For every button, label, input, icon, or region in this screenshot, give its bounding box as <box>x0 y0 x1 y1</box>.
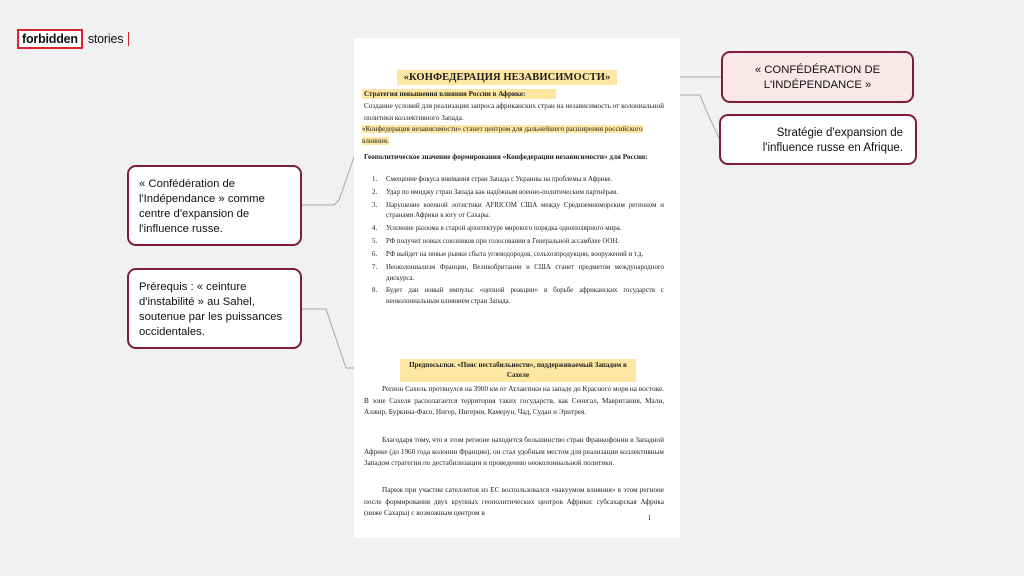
connector-center <box>302 134 362 205</box>
list-number: 3. <box>372 201 378 209</box>
sahel-paragraph-1: Регион Сахель протянулся на 3900 км от Атлантики на западе до Красного моря на востоке. В зоне Сахеля располагается территория таких государств, как Сенегал, Мавритания, Мали, Алжир, Буркина-Фасо, Нигер, Нигерия, Камерун, Чад, Судан и Эритрея. <box>364 385 664 417</box>
list-text: РФ получит новых союзников при голосовании в Генеральной ассамблее ООН. <box>386 238 620 246</box>
list-number: 4. <box>372 225 378 233</box>
list-number: 5. <box>372 238 378 246</box>
logo-wordmark-boxed: forbidden <box>17 29 83 49</box>
intro-highlight <box>362 124 664 147</box>
callout-confederation-title: « CONFÉDÉRATION DE L'INDÉPENDANCE » <box>721 51 914 103</box>
callout-strategy: Stratégie d'expansion de l'influence russe en Afrique. <box>719 114 917 165</box>
document-subtitle: Стратегия повышения влияния России в Африке: <box>362 89 556 99</box>
sahel-paragraph-3: Париж при участии сателлитов из ЕС воспользовался «вакуумом влияния» в этом регионе после формирования двух крупных геополитических центров Африки: субсахарская Африка (ниже Сахары) с возможным центром в <box>364 486 664 518</box>
list-item <box>364 263 664 284</box>
list-text: Смещение фокуса внимания стран Запада с Украины на проблемы в Африке. <box>386 176 613 183</box>
sahel-paragraph-2: Благодаря тому, что в этом регионе находится большинство стран Франкофонии в Западной Африке (до 1960 года колонии Франции), он стал удобным местом для реализации коллективным Западом стратегии по дестабилизации и проведению неоколониальной политики. <box>364 436 664 468</box>
list-item <box>364 188 664 199</box>
list-number: 1. <box>372 176 378 183</box>
list-text: Усиление разлома в старой архитектуре мирового порядка однополярного мира. <box>386 225 622 233</box>
list-item <box>364 201 664 222</box>
document-page <box>354 38 680 538</box>
list-item <box>364 237 664 248</box>
list-text: РФ выйдет на новые рынки сбыта углеводородов, сельхозпродукции, вооружений и т.д. <box>386 251 644 259</box>
list-text: Удар по имиджу стран Запада как надёжным военно-политическим партнёрам. <box>386 188 619 196</box>
callout-prerequisite: Prérequis : « ceinture d'instabilité » au Sahel, soutenue par les puissances occidentales. <box>127 268 302 349</box>
geopolitical-heading: Геополитическое значение формирования «Конфедерации независимости» для России: <box>364 153 648 161</box>
list-number: 7. <box>372 263 378 271</box>
intro-paragraph: Создание условий для реализации запроса африканских стран на независимость от колониальной политики коллективного Запада. <box>364 102 664 122</box>
sahel-heading: Предпосылки. «Пояс нестабильности», поддерживаемый Западом в Сахеле <box>400 359 636 382</box>
document-title: «КОНФЕДЕРАЦИЯ НЕЗАВИСИМОСТИ» <box>397 70 617 85</box>
list-item <box>364 175 664 186</box>
list-text: Неоколониализм Франции, Великобритании и США станет предметом международного дискурса. <box>386 263 664 282</box>
logo-wordmark: stories <box>87 32 124 46</box>
significance-list <box>364 175 664 310</box>
list-number: 8. <box>372 287 378 295</box>
list-text: Будет дан новый импульс «цепной реакции» в борьбе африканских государств с неоколониальным влиянием стран Запада. <box>386 287 664 306</box>
list-number: 6. <box>372 251 378 259</box>
list-item <box>364 224 664 235</box>
list-item <box>364 250 664 261</box>
intro-highlight-text: «Конфедерация независимости» станет центром для дальнейшего расширения российского влияния. <box>362 125 643 145</box>
list-text: Нарушение военной логистики AFRICOM США между Средиземноморским регионом и странами Африки к югу от Сахары. <box>386 201 664 220</box>
page-number: 1 <box>647 514 651 522</box>
callout-center: « Confédération de l'Indépendance » comme centre d'expansion de l'influence russe. <box>127 165 302 246</box>
list-item <box>364 286 664 307</box>
list-number: 2. <box>372 188 378 196</box>
